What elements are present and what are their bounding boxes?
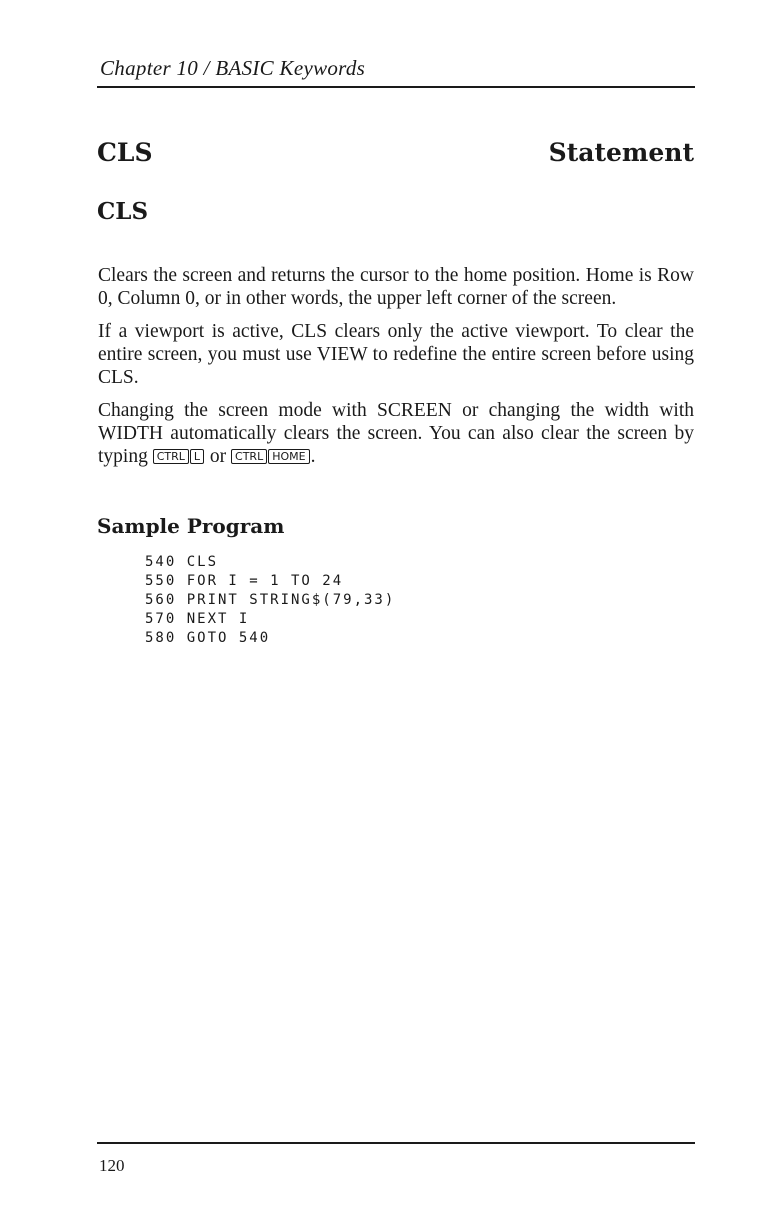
- paragraph-3: [98, 399, 694, 468]
- sample-program-heading: Sample Program: [97, 514, 285, 538]
- keyword-title: CLS: [97, 138, 153, 167]
- description-body: [98, 264, 694, 478]
- header-rule: [97, 86, 695, 88]
- code-line: 570 NEXT I: [145, 611, 250, 627]
- home-key: HOME: [268, 449, 309, 464]
- running-head: Chapter 10 / BASIC Keywords: [100, 56, 366, 80]
- code-line: 580 GOTO 540: [145, 630, 271, 646]
- ctrl-key: CTRL: [153, 449, 189, 464]
- code-listing: [145, 553, 395, 648]
- or-text: or: [209, 446, 227, 467]
- code-line: 550 FOR I = 1 TO 24: [145, 573, 344, 589]
- paragraph-1: Clears the screen and returns the cursor to the home position. Home is Row 0, Column 0, or in other words, the upper left corner of the screen.: [98, 265, 694, 309]
- footer-rule: [97, 1142, 695, 1144]
- keyword-type: Statement: [548, 138, 694, 167]
- paragraph-3-text: Changing the screen mode with SCREEN or changing the width with WIDTH automatically clears the screen. You can also clear the screen by typing: [98, 400, 694, 467]
- paragraph-3-end: .: [310, 446, 316, 467]
- l-key: L: [190, 449, 204, 464]
- syntax-line: CLS: [97, 198, 149, 225]
- page-number: 120: [99, 1156, 125, 1175]
- code-line: 560 PRINT STRING$(79,33): [145, 592, 396, 608]
- paragraph-2: If a viewport is active, CLS clears only the active viewport. To clear the entire screen, you must use VIEW to redefine the entire screen before using CLS.: [98, 321, 694, 388]
- ctrl-key-2: CTRL: [231, 449, 267, 464]
- code-line: 540 CLS: [145, 554, 219, 570]
